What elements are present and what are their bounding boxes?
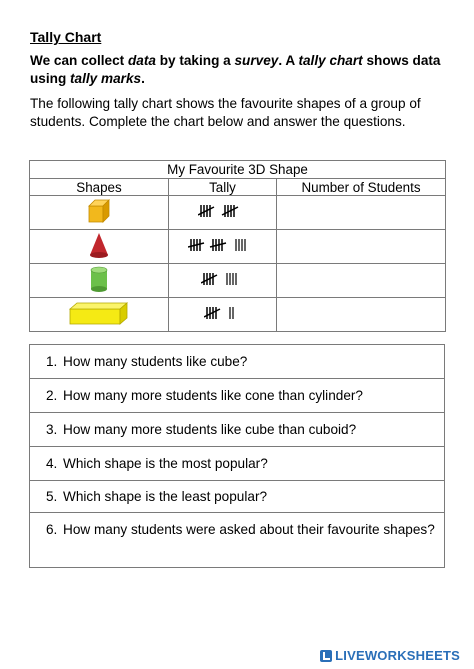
question-text: How many students were asked about their favourite shapes?: [63, 522, 435, 537]
shape-cell: [30, 298, 169, 332]
instructions-text: The following tally chart shows the favourite shapes of a group of students. Complete the chart below and answer the questions.: [30, 96, 421, 129]
tally-marks-icon: [198, 203, 248, 219]
intro-term-data: data: [127, 53, 156, 68]
question-cell[interactable]: [30, 413, 445, 447]
cuboid-icon: [68, 298, 130, 328]
question-number: 2.: [46, 388, 58, 403]
cylinder-icon: [84, 264, 114, 294]
question-text: Which shape is the least popular?: [63, 489, 268, 504]
tally-marks-icon: [201, 271, 245, 287]
intro-part: shows data using: [30, 53, 441, 86]
tally-cell: [169, 298, 277, 332]
student-count-cell[interactable]: [277, 230, 446, 264]
cube-icon: [84, 196, 114, 226]
intro-part: We can collect: [30, 53, 128, 68]
student-count-cell[interactable]: [277, 264, 446, 298]
tally-cell: [169, 196, 277, 230]
intro-part: .: [141, 71, 145, 86]
intro-part: . A: [278, 53, 299, 68]
intro-text: [30, 52, 450, 88]
shape-cell: [30, 230, 169, 264]
questions-table: [29, 344, 445, 568]
tally-marks-icon: [204, 305, 242, 321]
intro-term-tally-marks: tally marks: [70, 71, 142, 86]
question-cell[interactable]: [30, 447, 445, 481]
intro-term-tally-chart: tally chart: [298, 53, 363, 68]
tally-marks-icon: [188, 237, 258, 253]
question-text: Which shape is the most popular?: [63, 456, 268, 471]
shape-cell: [30, 264, 169, 298]
question-text: How many more students like cube than cuboid?: [63, 422, 357, 437]
column-header-tally: Tally: [169, 179, 277, 196]
question-number: 5.: [46, 489, 58, 504]
tally-chart-table: [29, 160, 446, 332]
student-count-cell[interactable]: [277, 298, 446, 332]
liveworksheets-logo: [320, 648, 460, 663]
table-caption: My Favourite 3D Shape: [30, 161, 446, 179]
intro-part: by taking a: [155, 53, 235, 68]
question-number: 3.: [46, 422, 58, 437]
question-text: How many students like cube?: [63, 354, 248, 369]
page-title: Tally Chart: [30, 29, 102, 45]
table-row: [30, 230, 446, 264]
question-number: 1.: [46, 354, 58, 369]
tally-cell: [169, 230, 277, 264]
table-row: [30, 264, 446, 298]
question-cell[interactable]: [30, 481, 445, 513]
question-cell[interactable]: [30, 345, 445, 379]
logo-icon: [320, 650, 332, 662]
student-count-cell[interactable]: [277, 196, 446, 230]
question-number: 6.: [46, 522, 58, 537]
column-header-shapes: Shapes: [30, 179, 169, 196]
question-cell[interactable]: [30, 513, 445, 568]
question-number: 4.: [46, 456, 58, 471]
brand-text: LIVEWORKSHEETS: [335, 648, 460, 663]
question-text: How many more students like cone than cylinder?: [63, 388, 363, 403]
question-cell[interactable]: [30, 379, 445, 413]
column-header-students: Number of Students: [277, 179, 446, 196]
intro-term-survey: survey: [234, 53, 279, 68]
shape-cell: [30, 196, 169, 230]
table-row: [30, 196, 446, 230]
tally-cell: [169, 264, 277, 298]
table-row: [30, 298, 446, 332]
cone-icon: [84, 230, 114, 260]
